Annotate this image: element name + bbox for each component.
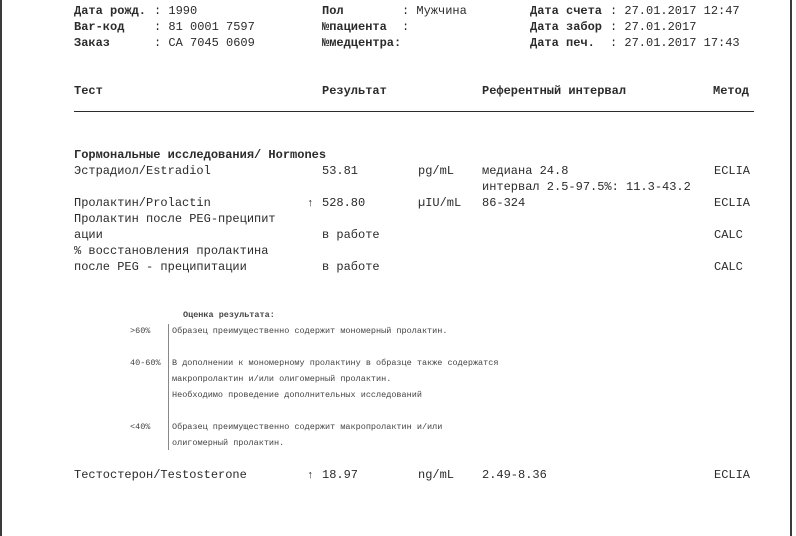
dob-label: Дата рожд. [74,4,147,18]
invoice-date-value: : 27.01.2017 12:47 [610,4,740,18]
barcode-value: : 81 0001 7597 [154,20,255,34]
high-flag-icon: ↑ [307,470,314,482]
row-result: в работе [322,228,380,242]
row-method: CALC [714,260,743,274]
print-date-value: : 27.01.2017 17:43 [610,36,740,50]
evaluation-text: Необходимо проведение дополнительных исследований [172,390,422,400]
row-test: Эстрадиол/Estradiol [74,164,211,178]
evaluation-divider [168,324,169,450]
column-header-result: Результат [322,84,387,98]
row-test: Пролактин/Prolactin [74,196,211,210]
row-method: ECLIA [714,196,751,210]
row-method: ECLIA [714,164,751,178]
row-ref: медиана 24.8 [482,164,569,178]
collect-date-value: : 27.01.2017 [610,20,697,34]
patient-no-label: №пациента [322,20,387,34]
column-header-method: Метод [713,84,750,98]
medcenter-no-label: №медцентра: [322,36,402,50]
dob-value: : 1990 [154,4,198,18]
evaluation-range: >60% [130,326,151,336]
row-test: Пролактин после PEG-преципит [74,212,276,226]
row-test: Тестостерон/Testosterone [74,468,247,482]
row-method: ECLIA [714,468,751,482]
print-date-label: Дата печ. [530,36,595,50]
barcode-label: Bar-код [74,20,125,34]
sex-label: Пол [322,4,344,18]
column-header-ref: Референтный интервал [482,84,627,98]
evaluation-title: Оценка результата: [183,310,275,320]
invoice-date-label: Дата счета [530,4,603,18]
evaluation-text: олигомерный пролактин. [172,438,285,448]
row-result: в работе [322,260,380,274]
row-ref: интервал 2.5-97.5%: 11.3-43.2 [482,180,691,194]
row-result: 528.80 [322,196,366,210]
order-value: : CA 7045 0609 [154,36,255,50]
evaluation-text: Образец преимущественно содержит макропролактин и/или [172,422,443,432]
row-test: после PEG - преципитации [74,260,247,274]
row-result: 18.97 [322,468,359,482]
high-flag-icon: ↑ [307,198,314,210]
column-header-test: Тест [74,84,103,98]
patient-no-value: : [402,20,410,34]
section-title: Гормональные исследования/ Hormones [74,148,327,162]
evaluation-text: макропролактин и/или олигомерный пролактин. [172,374,392,384]
row-unit: µIU/mL [418,196,462,210]
row-ref: 86-324 [482,196,526,210]
row-test: % восстановления пролактина [74,244,269,258]
row-unit: pg/mL [418,164,455,178]
collect-date-label: Дата забор [530,20,603,34]
sex-value: : Мужчина [402,4,467,18]
evaluation-range: 40-60% [130,358,161,368]
row-result: 53.81 [322,164,359,178]
evaluation-text: Образец преимущественно содержит мономерный пролактин. [172,326,448,336]
row-ref: 2.49-8.36 [482,468,547,482]
row-method: CALC [714,228,743,242]
evaluation-text: В дополнении к мономерному пролактину в образце также содержатся [172,358,499,368]
header-divider [74,111,754,112]
evaluation-range: <40% [130,422,151,432]
row-test: ации [74,228,103,242]
order-label: Заказ [74,36,111,50]
row-unit: ng/mL [418,468,455,482]
